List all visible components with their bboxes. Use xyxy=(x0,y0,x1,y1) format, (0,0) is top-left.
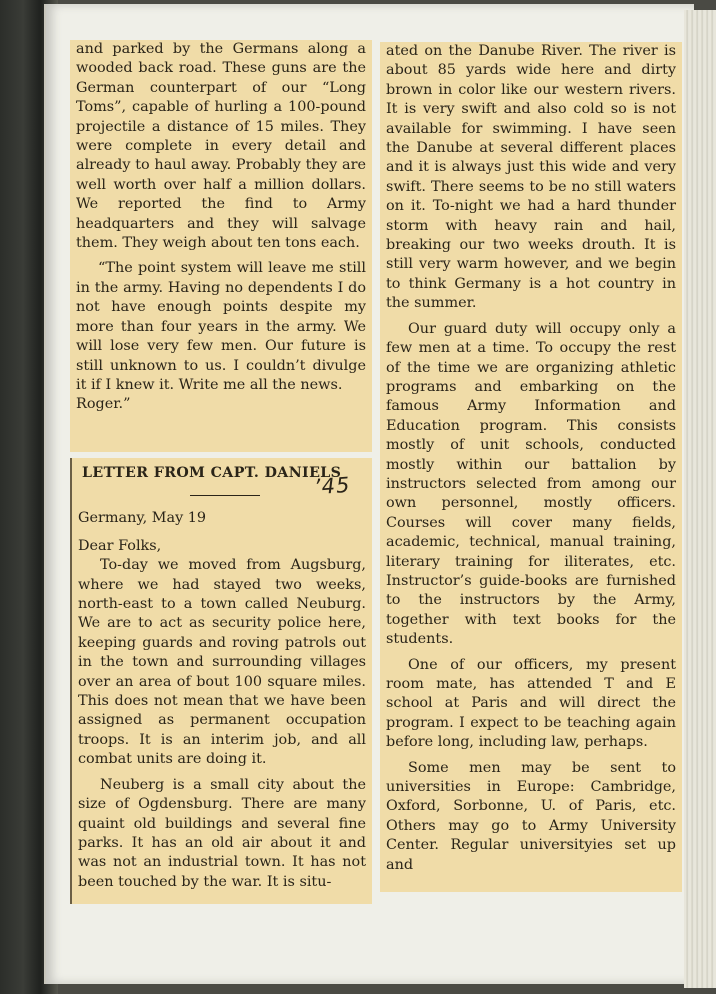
clipping-paragraph: and parked by the Germans along a wooded back road. These guns are the German counterpart of our “Long Toms”, capable of hurling a 100-pound projectile a distance of 15 miles. They were complete in every detail and already to haul away. Probably they are well worth over half a million dollars. We reported the find to Army headquarters and they will salvage them. They weigh about ten tons each. xyxy=(76,41,366,252)
letter-salutation: Dear Folks, xyxy=(78,537,162,554)
headline-rule xyxy=(190,495,260,496)
page-edges xyxy=(684,10,716,988)
clipping-paragraph: Our guard duty will occupy only a few men at a time. To occupy the rest of the time we are organizing athletic programs and embarking on the famous Army Information and Education program. This consists mostly of unit schools, conducted mostly within our battalion by instructors selected from among our own personnel, mostly officers. Courses will cover many fields, academic, technical, manual training, literary training for iliterates, etc. Instructor’s guide-books are furnished to the instructors by the Army, together with text books for the students. xyxy=(386,320,676,648)
clipping-paragraph: “The point system will leave me still in the army. Having no dependents I do not have enough points despite my more than four years in the army. We will lose very few men. Our future is still unknown to us. I couldn’t divulge it if I knew it. Write me all the news. xyxy=(76,260,366,393)
newspaper-clipping-daniels-right xyxy=(380,42,682,892)
clipping-paragraph: ated on the Danube River. The river is about 85 yards wide here and dirty brown in color like our western rivers. It is very swift and also cold so is not available for swimming. I have seen the Danube at several different places and it is always just this wide and very swift. There seems to be no still waters on it. To-night we had a hard thunder storm with heavy rain and hail, breaking our two weeks drouth. It is still very warm however, and we begin to think Germany is a hot country in the summer. xyxy=(386,43,676,312)
newspaper-clipping-daniels-left xyxy=(70,458,372,904)
clipping-paragraph: To-day we moved from Augsburg, where we had stayed two weeks, north-east to a town called Neuburg. We are to act as security police here, keeping guards and roving patrols out in the town and surrounding villages over an area of bout 100 square miles. This does not mean that we have been assigned as permanent occupation troops. It is an interim job, and all combat units are doing it. xyxy=(78,557,366,768)
article-dateline: Germany, May 19 xyxy=(78,510,207,527)
newspaper-clipping-roger xyxy=(70,40,372,452)
article-headline: LETTER FROM CAPT. DANIELS xyxy=(82,465,342,481)
clipping-paragraph: Neuberg is a small city about the size of Ogdensburg. There are many quaint old buildings and several fine parks. It has an old air about it and was not an industrial town. It has not been touched by the war. It is situ- xyxy=(78,776,366,890)
handwritten-year-note: ’45 xyxy=(313,473,352,500)
clipping-paragraph: One of our officers, my present room mate, has attended T and E school at Paris and will direct the program. I expect to be teaching again before long, including law, perhaps. xyxy=(386,656,676,751)
column-divider xyxy=(373,40,376,910)
letter-signature: Roger.” xyxy=(76,396,131,413)
clipping-paragraph: Some men may be sent to universities in Europe: Cambridge, Oxford, Sorbonne, U. of Paris, etc. Others may go to Army University Center. Regular universityies set up and xyxy=(386,759,676,873)
